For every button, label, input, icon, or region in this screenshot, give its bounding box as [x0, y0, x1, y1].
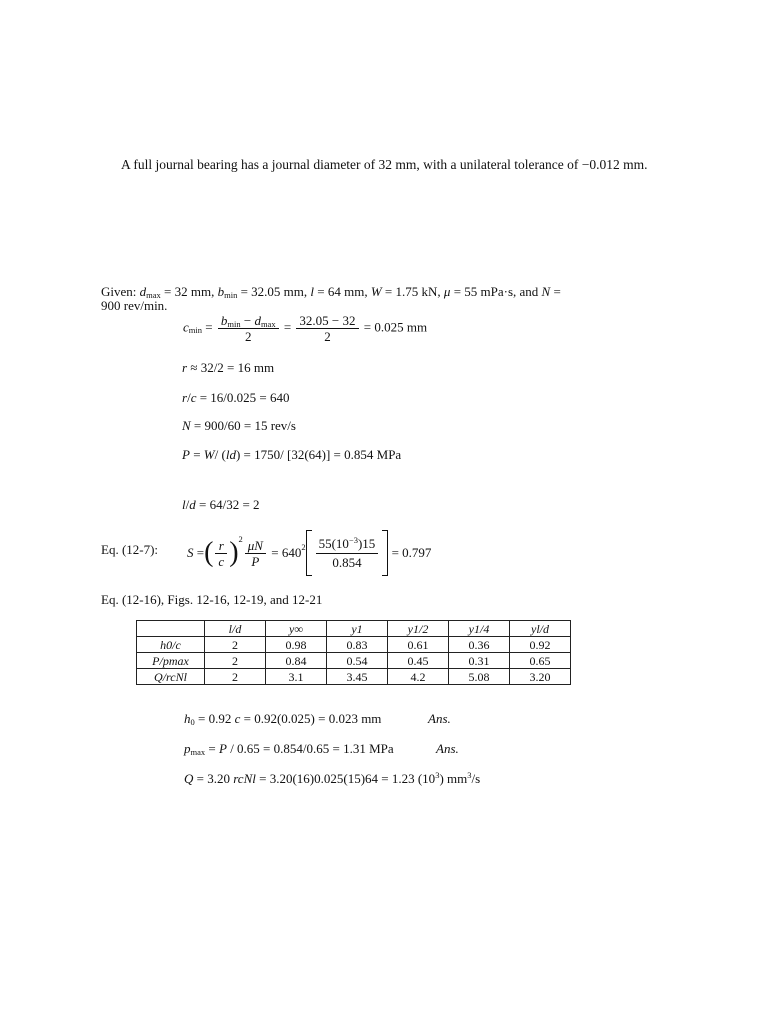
- table-cell: 0.84: [266, 653, 327, 669]
- table-cell: 0.65: [510, 653, 571, 669]
- eq127-rc-fraction: [215, 538, 227, 569]
- table-row-label: h0/c: [137, 637, 205, 653]
- cmin-num-2: 32.05 − 32: [296, 313, 358, 329]
- table-cell: 3.1: [266, 669, 327, 685]
- result-h0-c: c: [234, 711, 241, 726]
- table-cell: 0.98: [266, 637, 327, 653]
- given-n-symbol: N: [541, 284, 551, 299]
- result-q-exp2: 3: [467, 770, 472, 780]
- eq127-paren-open: (: [204, 537, 214, 568]
- table-header-cell: yl/d: [510, 621, 571, 637]
- problem-statement: A full journal bearing has a journal diameter of 32 mm, with a unilateral tolerance of −0.012 mm.: [121, 157, 648, 172]
- given-mu-symbol: μ: [443, 284, 451, 299]
- step-ld-slash: /: [185, 497, 190, 512]
- bearing-data-table: [136, 620, 571, 685]
- result-q-rcnl: rcNl: [233, 771, 256, 786]
- table-cell: 2: [205, 669, 266, 685]
- eq127-paren-close: ): [229, 537, 239, 568]
- eq127-sq: 2: [238, 533, 243, 544]
- eq127-s: S: [187, 545, 194, 560]
- table-cell: 3.20: [510, 669, 571, 685]
- eq127-bracket-left: [306, 530, 312, 576]
- result-q: [184, 771, 480, 787]
- step-ld-d: d: [189, 497, 196, 512]
- given-l-symbol: l: [310, 284, 315, 299]
- result-h0-sub: 0: [190, 717, 195, 727]
- table-cell: 0.54: [327, 653, 388, 669]
- eq127-mun: μN: [245, 538, 266, 554]
- eq127-eq: =: [193, 545, 205, 560]
- given-d-sub: max: [146, 290, 161, 300]
- result-p-rest: / 0.65 = 0.854/0.65 = 1.31 MPa: [226, 741, 394, 756]
- cmin-den-2: 2: [324, 329, 331, 344]
- eq127-c: c: [218, 553, 225, 569]
- eq127-inner-fraction: [316, 535, 379, 572]
- table-cell: 0.61: [388, 637, 449, 653]
- table-cell: 0.36: [449, 637, 510, 653]
- result-h0-rest: = 0.92(0.025) = 0.023 mm: [240, 711, 382, 726]
- table-header-cell: y1/4: [449, 621, 510, 637]
- step-rc-rest: = 16/0.025 = 640: [196, 390, 290, 405]
- table-row: [137, 637, 571, 653]
- step-r-symbol: r: [182, 360, 188, 375]
- result-h0-symbol: h: [184, 711, 191, 726]
- given-n-value: =: [550, 284, 561, 299]
- table-header-cell: l/d: [205, 621, 266, 637]
- eq127-r: r: [215, 538, 227, 554]
- result-h0-ans: Ans.: [428, 711, 451, 726]
- step-n: [182, 418, 296, 434]
- result-q-eq: = 3.20: [193, 771, 234, 786]
- table-row: [137, 669, 571, 685]
- result-p-sub: max: [190, 747, 206, 757]
- eq127-inner-num-b: )15: [357, 535, 376, 551]
- step-rc: [182, 390, 290, 406]
- eq127-sq2: 2: [301, 541, 306, 552]
- table-row: [137, 653, 571, 669]
- table-row-label: P/pmax: [137, 653, 205, 669]
- step-rc-c: c: [190, 390, 197, 405]
- step-rc-slash: /: [187, 390, 191, 405]
- given-mu-value: = 55 mPa·s, and: [450, 284, 542, 299]
- eq127-inner-num-a: 55(10: [318, 535, 349, 551]
- result-p-symbol: p: [184, 741, 191, 756]
- step-p-symbol: P: [182, 447, 190, 462]
- eq127-result: = 0.797: [388, 545, 432, 560]
- result-pmax: [184, 741, 394, 757]
- step-r-rest: ≈ 32/2 = 16 mm: [187, 360, 275, 375]
- cmin-fraction-2: [296, 313, 358, 344]
- given-w-symbol: W: [370, 284, 382, 299]
- cmin-equation: [183, 313, 427, 344]
- table-cell: 0.45: [388, 653, 449, 669]
- given-l-value: = 64 mm,: [314, 284, 371, 299]
- step-rc-r: r: [182, 390, 188, 405]
- table-header-cell: [137, 621, 205, 637]
- step-p-w: W: [203, 447, 215, 462]
- given-line: [101, 284, 561, 300]
- table-cell: 3.45: [327, 669, 388, 685]
- result-h0-eq: = 0.92: [194, 711, 235, 726]
- table-header-cell: y1: [327, 621, 388, 637]
- step-n-symbol: N: [182, 418, 191, 433]
- given-d-value: = 32 mm,: [160, 284, 218, 299]
- step-p-open: / (: [214, 447, 226, 462]
- given-b-value: = 32.05 mm,: [237, 284, 311, 299]
- result-q-rest-a: = 3.20(16)0.025(15)64 = 1.23 (10: [255, 771, 436, 786]
- result-pmax-ans: Ans.: [436, 741, 459, 756]
- step-ld-rest: = 64/32 = 2: [195, 497, 260, 512]
- step-p-rest: ) = 1750/ [32(64)] = 0.854 MPa: [235, 447, 402, 462]
- cmin-eq: =: [202, 319, 216, 335]
- result-h0: [184, 711, 381, 727]
- cmin-num-d: d: [254, 313, 261, 328]
- cmin-eq-2: =: [280, 319, 295, 335]
- result-p-eq: =: [205, 741, 219, 756]
- step-r: [182, 360, 274, 376]
- given-w-value: = 1.75 kN,: [381, 284, 444, 299]
- step-p-ld: ld: [225, 447, 236, 462]
- cmin-result: = 0.025 mm: [360, 319, 428, 335]
- step-p-eq: =: [189, 447, 204, 462]
- result-q-rest-c: /s: [471, 771, 481, 786]
- table-cell: 0.31: [449, 653, 510, 669]
- step-ld: [182, 497, 260, 513]
- given-d-symbol: d: [139, 284, 147, 299]
- table-cell: 4.2: [388, 669, 449, 685]
- step-p: [182, 447, 401, 463]
- given-b-sub: min: [224, 290, 238, 300]
- eq127-p: P: [251, 553, 260, 569]
- references-line: Eq. (12-16), Figs. 12-16, 12-19, and 12-21: [101, 592, 323, 607]
- eq127-inner-den: 0.854: [332, 554, 362, 570]
- eq127-eq2: = 640: [267, 545, 302, 560]
- cmin-num-b: b: [220, 313, 228, 328]
- given-line-2: 900 rev/min.: [101, 298, 168, 313]
- table-cell: 0.83: [327, 637, 388, 653]
- cmin-lhs: c: [183, 319, 189, 335]
- table-cell: 2: [205, 637, 266, 653]
- table-cell: 5.08: [449, 669, 510, 685]
- cmin-den-1: 2: [244, 329, 252, 344]
- result-p-P: P: [218, 741, 227, 756]
- eq127-equation: [187, 530, 431, 576]
- step-n-rest: = 900/60 = 15 rev/s: [190, 418, 296, 433]
- table-header-cell: y∞: [266, 621, 327, 637]
- table-row-label: Q/rcNl: [137, 669, 205, 685]
- cmin-num-minus: −: [240, 313, 255, 328]
- eq127-label: Eq. (12-7):: [101, 542, 159, 557]
- result-q-rest-b: ) mm: [439, 771, 468, 786]
- table-cell: 2: [205, 653, 266, 669]
- cmin-lhs-sub: min: [188, 325, 203, 336]
- cmin-num-b-sub: min: [227, 319, 241, 329]
- eq127-inner-exp: −3: [348, 534, 358, 545]
- result-q-symbol: Q: [184, 771, 194, 786]
- given-prefix: Given:: [101, 284, 140, 299]
- step-ld-l: l: [182, 497, 186, 512]
- table-cell: 0.92: [510, 637, 571, 653]
- cmin-num-d-sub: max: [260, 319, 276, 329]
- table-header-row: [137, 621, 571, 637]
- eq127-mun-fraction: [245, 538, 266, 569]
- table-header-cell: y1/2: [388, 621, 449, 637]
- result-q-exp: 3: [435, 770, 440, 780]
- given-b-symbol: b: [217, 284, 225, 299]
- cmin-fraction-1: [218, 313, 279, 344]
